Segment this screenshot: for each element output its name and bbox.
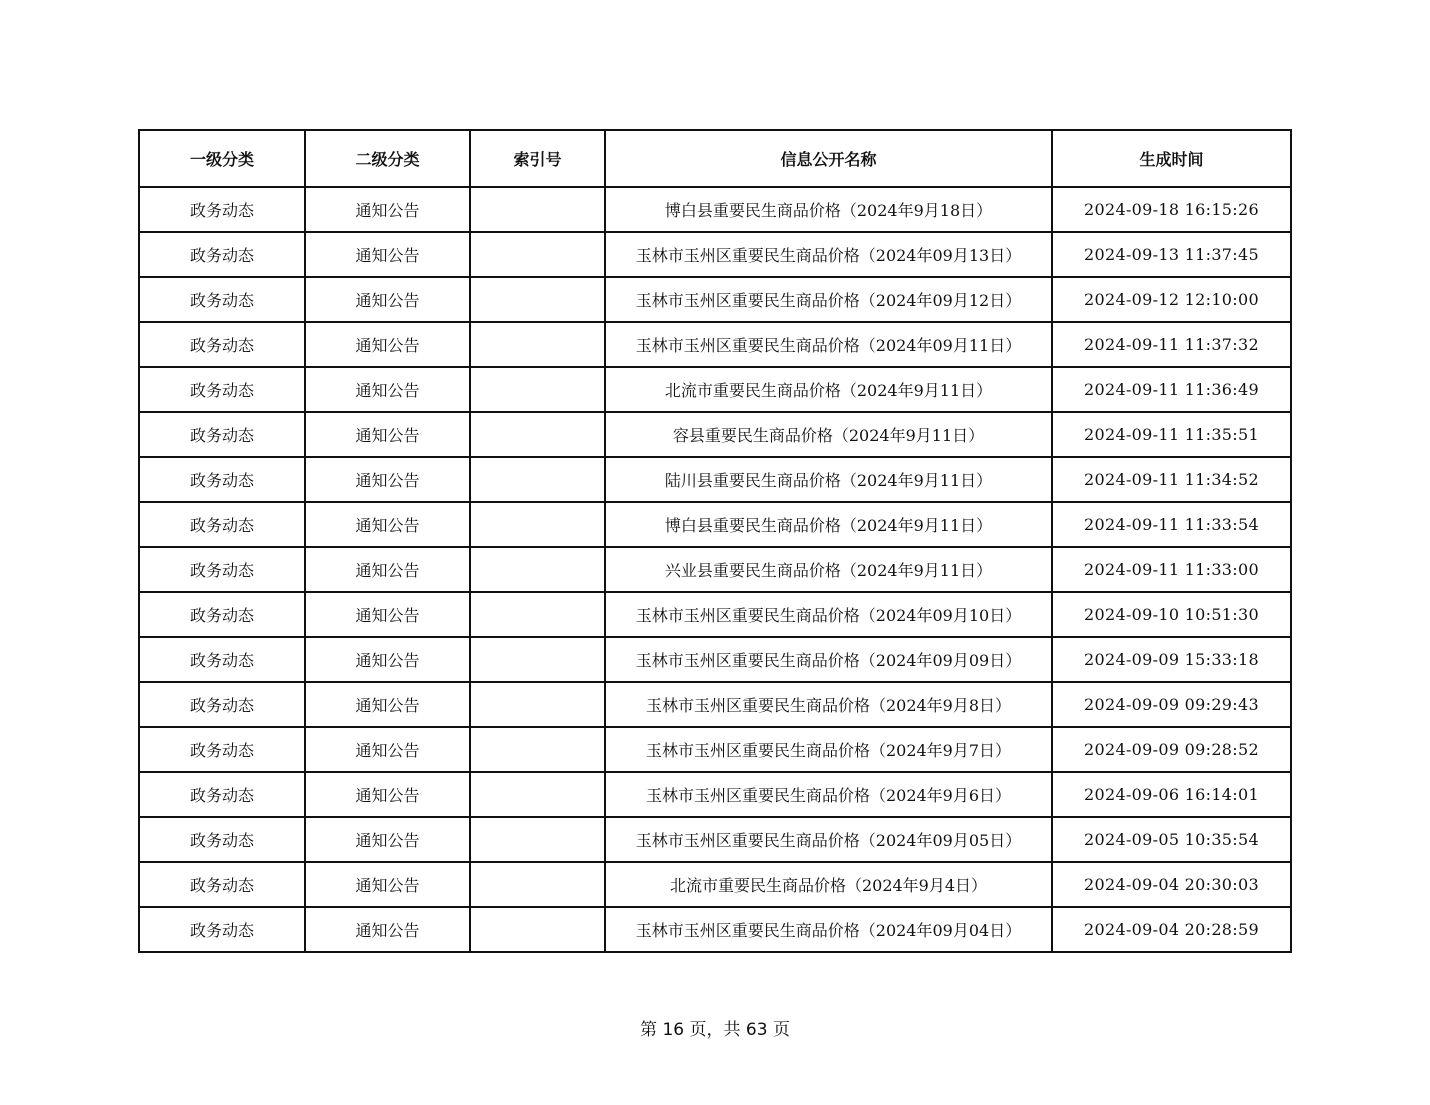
cell-generated-time: 2024-09-11 11:34:52 bbox=[1052, 457, 1291, 502]
cell-category-1: 政务动态 bbox=[139, 727, 305, 772]
footer-total-pages: 63 bbox=[745, 1020, 768, 1040]
cell-info-name: 兴业县重要民生商品价格（2024年9月11日） bbox=[605, 547, 1052, 592]
cell-index-number bbox=[470, 727, 605, 772]
cell-category-2: 通知公告 bbox=[305, 592, 470, 637]
cell-info-name: 博白县重要民生商品价格（2024年9月11日） bbox=[605, 502, 1052, 547]
cell-index-number bbox=[470, 232, 605, 277]
cell-generated-time: 2024-09-09 15:33:18 bbox=[1052, 637, 1291, 682]
footer-middle: 页，共 bbox=[689, 1020, 741, 1040]
table-row bbox=[139, 547, 1291, 592]
cell-category-1: 政务动态 bbox=[139, 592, 305, 637]
footer-suffix: 页 bbox=[772, 1020, 790, 1040]
cell-category-2: 通知公告 bbox=[305, 277, 470, 322]
cell-category-2: 通知公告 bbox=[305, 817, 470, 862]
cell-category-1: 政务动态 bbox=[139, 547, 305, 592]
cell-index-number bbox=[470, 367, 605, 412]
cell-index-number bbox=[470, 277, 605, 322]
cell-category-1: 政务动态 bbox=[139, 277, 305, 322]
cell-category-1: 政务动态 bbox=[139, 817, 305, 862]
table-row bbox=[139, 907, 1291, 952]
cell-info-name: 陆川县重要民生商品价格（2024年9月11日） bbox=[605, 457, 1052, 502]
cell-category-2: 通知公告 bbox=[305, 907, 470, 952]
cell-generated-time: 2024-09-04 20:28:59 bbox=[1052, 907, 1291, 952]
cell-category-2: 通知公告 bbox=[305, 862, 470, 907]
cell-category-1: 政务动态 bbox=[139, 232, 305, 277]
cell-generated-time: 2024-09-11 11:33:54 bbox=[1052, 502, 1291, 547]
page-footer bbox=[0, 1015, 1430, 1040]
table-row bbox=[139, 457, 1291, 502]
cell-category-1: 政务动态 bbox=[139, 187, 305, 232]
cell-info-name: 容县重要民生商品价格（2024年9月11日） bbox=[605, 412, 1052, 457]
cell-info-name: 玉林市玉州区重要民生商品价格（2024年09月09日） bbox=[605, 637, 1052, 682]
cell-category-1: 政务动态 bbox=[139, 772, 305, 817]
table-row bbox=[139, 187, 1291, 232]
cell-info-name: 玉林市玉州区重要民生商品价格（2024年09月12日） bbox=[605, 277, 1052, 322]
cell-index-number bbox=[470, 412, 605, 457]
header-category-2: 二级分类 bbox=[305, 130, 470, 187]
cell-category-2: 通知公告 bbox=[305, 367, 470, 412]
disclosure-table bbox=[138, 129, 1292, 953]
cell-category-2: 通知公告 bbox=[305, 637, 470, 682]
header-category-1: 一级分类 bbox=[139, 130, 305, 187]
cell-index-number bbox=[470, 862, 605, 907]
cell-index-number bbox=[470, 592, 605, 637]
table-body bbox=[139, 187, 1291, 952]
table-row bbox=[139, 367, 1291, 412]
cell-category-2: 通知公告 bbox=[305, 412, 470, 457]
cell-info-name: 北流市重要民生商品价格（2024年9月4日） bbox=[605, 862, 1052, 907]
cell-generated-time: 2024-09-13 11:37:45 bbox=[1052, 232, 1291, 277]
cell-index-number bbox=[470, 502, 605, 547]
header-index-number: 索引号 bbox=[470, 130, 605, 187]
cell-generated-time: 2024-09-06 16:14:01 bbox=[1052, 772, 1291, 817]
table-row bbox=[139, 412, 1291, 457]
table-row bbox=[139, 277, 1291, 322]
cell-category-1: 政务动态 bbox=[139, 412, 305, 457]
cell-index-number bbox=[470, 457, 605, 502]
footer-current-page: 16 bbox=[662, 1020, 685, 1040]
cell-info-name: 玉林市玉州区重要民生商品价格（2024年9月8日） bbox=[605, 682, 1052, 727]
cell-index-number bbox=[470, 772, 605, 817]
cell-info-name: 玉林市玉州区重要民生商品价格（2024年9月6日） bbox=[605, 772, 1052, 817]
table-row bbox=[139, 592, 1291, 637]
footer-prefix: 第 bbox=[640, 1020, 658, 1040]
cell-category-2: 通知公告 bbox=[305, 772, 470, 817]
table-row bbox=[139, 727, 1291, 772]
cell-index-number bbox=[470, 547, 605, 592]
table-row bbox=[139, 817, 1291, 862]
cell-category-1: 政务动态 bbox=[139, 907, 305, 952]
cell-info-name: 玉林市玉州区重要民生商品价格（2024年09月13日） bbox=[605, 232, 1052, 277]
header-row bbox=[139, 130, 1291, 187]
table-row bbox=[139, 322, 1291, 367]
cell-generated-time: 2024-09-11 11:33:00 bbox=[1052, 547, 1291, 592]
cell-info-name: 玉林市玉州区重要民生商品价格（2024年09月11日） bbox=[605, 322, 1052, 367]
cell-category-1: 政务动态 bbox=[139, 637, 305, 682]
cell-category-2: 通知公告 bbox=[305, 187, 470, 232]
cell-generated-time: 2024-09-12 12:10:00 bbox=[1052, 277, 1291, 322]
table-header bbox=[139, 130, 1291, 187]
cell-category-2: 通知公告 bbox=[305, 502, 470, 547]
header-info-name: 信息公开名称 bbox=[605, 130, 1052, 187]
cell-category-2: 通知公告 bbox=[305, 727, 470, 772]
cell-category-1: 政务动态 bbox=[139, 367, 305, 412]
cell-category-2: 通知公告 bbox=[305, 682, 470, 727]
cell-category-2: 通知公告 bbox=[305, 457, 470, 502]
cell-generated-time: 2024-09-18 16:15:26 bbox=[1052, 187, 1291, 232]
table-row bbox=[139, 502, 1291, 547]
cell-category-1: 政务动态 bbox=[139, 502, 305, 547]
cell-category-2: 通知公告 bbox=[305, 322, 470, 367]
cell-category-1: 政务动态 bbox=[139, 322, 305, 367]
table-row bbox=[139, 637, 1291, 682]
cell-generated-time: 2024-09-11 11:37:32 bbox=[1052, 322, 1291, 367]
cell-info-name: 玉林市玉州区重要民生商品价格（2024年09月04日） bbox=[605, 907, 1052, 952]
cell-info-name: 玉林市玉州区重要民生商品价格（2024年09月05日） bbox=[605, 817, 1052, 862]
cell-generated-time: 2024-09-04 20:30:03 bbox=[1052, 862, 1291, 907]
cell-index-number bbox=[470, 322, 605, 367]
table-row bbox=[139, 862, 1291, 907]
cell-category-2: 通知公告 bbox=[305, 547, 470, 592]
cell-info-name: 博白县重要民生商品价格（2024年9月18日） bbox=[605, 187, 1052, 232]
cell-index-number bbox=[470, 187, 605, 232]
header-generated-time: 生成时间 bbox=[1052, 130, 1291, 187]
cell-generated-time: 2024-09-09 09:29:43 bbox=[1052, 682, 1291, 727]
table-row bbox=[139, 682, 1291, 727]
table-row bbox=[139, 772, 1291, 817]
cell-generated-time: 2024-09-11 11:35:51 bbox=[1052, 412, 1291, 457]
cell-generated-time: 2024-09-10 10:51:30 bbox=[1052, 592, 1291, 637]
cell-info-name: 北流市重要民生商品价格（2024年9月11日） bbox=[605, 367, 1052, 412]
cell-index-number bbox=[470, 637, 605, 682]
table-row bbox=[139, 232, 1291, 277]
cell-category-1: 政务动态 bbox=[139, 682, 305, 727]
cell-generated-time: 2024-09-09 09:28:52 bbox=[1052, 727, 1291, 772]
cell-generated-time: 2024-09-11 11:36:49 bbox=[1052, 367, 1291, 412]
cell-info-name: 玉林市玉州区重要民生商品价格（2024年09月10日） bbox=[605, 592, 1052, 637]
cell-generated-time: 2024-09-05 10:35:54 bbox=[1052, 817, 1291, 862]
cell-category-1: 政务动态 bbox=[139, 862, 305, 907]
cell-category-2: 通知公告 bbox=[305, 232, 470, 277]
cell-index-number bbox=[470, 907, 605, 952]
cell-category-1: 政务动态 bbox=[139, 457, 305, 502]
cell-index-number bbox=[470, 682, 605, 727]
cell-index-number bbox=[470, 817, 605, 862]
cell-info-name: 玉林市玉州区重要民生商品价格（2024年9月7日） bbox=[605, 727, 1052, 772]
